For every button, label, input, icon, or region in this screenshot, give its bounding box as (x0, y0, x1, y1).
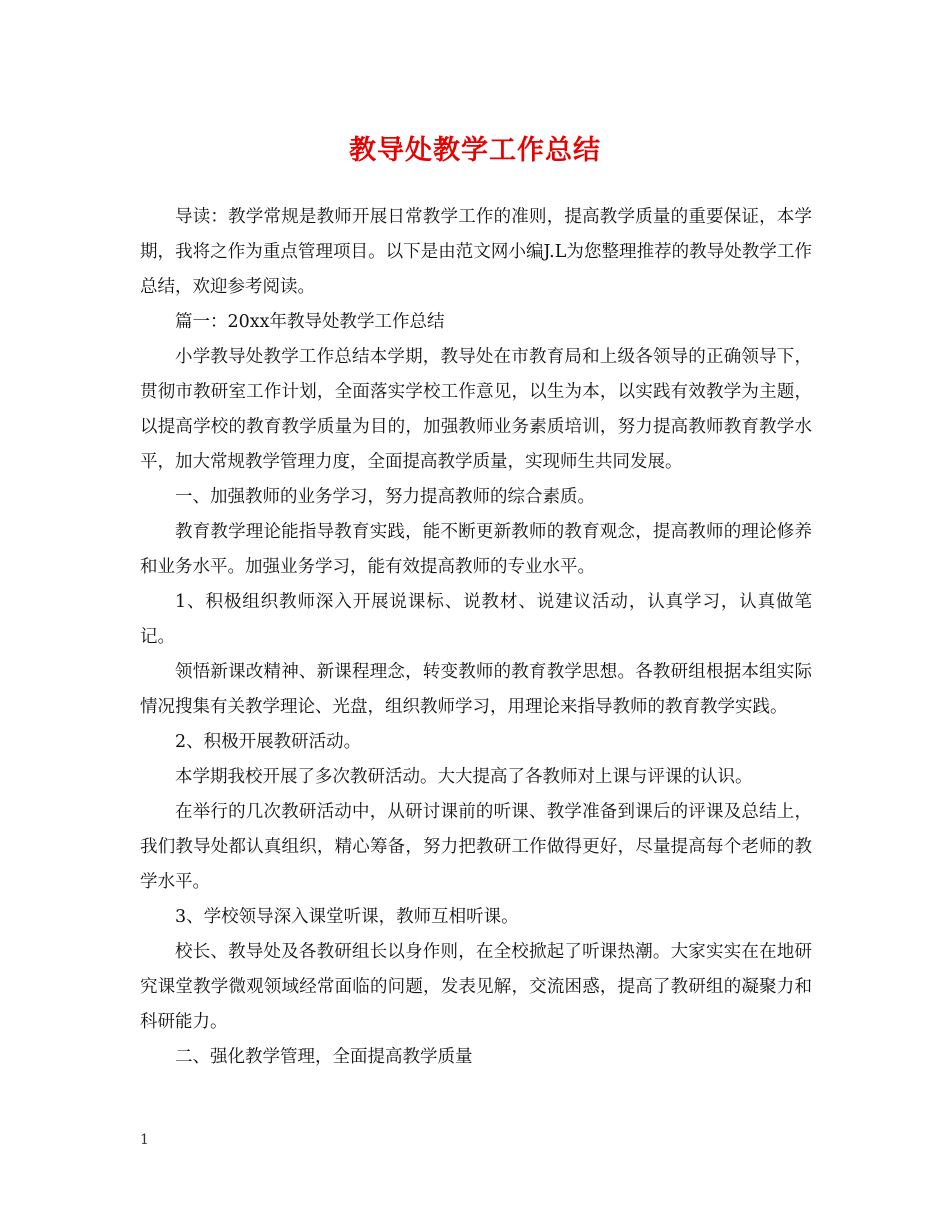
paragraph: 本学期我校开展了多次教研活动。大大提高了各教师对上课与评课的认识。 (175, 767, 753, 787)
paragraph: 2、积极开展教研活动。 (175, 732, 362, 752)
paragraph: 3、学校领导深入课堂听课，教师互相听课。 (175, 907, 519, 927)
document-body (140, 200, 812, 1075)
paragraph: 领悟新课改精神、新课程理念，转变教师的教育教学思想。各教研组根据本组实际情况搜集有关教学理论、光盘，组织教师学习，用理论来指导教师的教育教学实践。 (140, 662, 812, 717)
paragraph: 1、积极组织教师深入开展说课标、说教材、说建议活动，认真学习，认真做笔记。 (140, 592, 812, 647)
section-heading: 一、加强教师的业务学习，努力提高教师的综合素质。 (175, 487, 595, 507)
paragraph: 教育教学理论能指导教育实践，能不断更新教师的教育观念，提高教师的理论修养和业务水平。加强业务学习，能有效提高教师的专业水平。 (140, 522, 812, 577)
paragraph-intro: 导读：教学常规是教师开展日常教学工作的准则，提高教学质量的重要保证，本学期，我将之作为重点管理项目。以下是由范文网小编J.L为您整理推荐的教导处教学工作总结，欢迎参考阅读。 (140, 207, 812, 297)
paragraph: 小学教导处教学工作总结本学期，教导处在市教育局和上级各领导的正确领导下，贯彻市教研室工作计划，全面落实学校工作意见，以生为本，以实践有效教学为主题，以提高学校的教育教学质量为目的，加强教师业务素质培训，努力提高教师教育教学水平，加大常规教学管理力度，全面提高教学质量，实现师生共同发展。 (140, 347, 812, 472)
section-heading: 二、强化教学管理，全面提高教学质量 (175, 1047, 473, 1067)
paragraph-part-one-heading: 篇一：20xx年教导处教学工作总结 (175, 312, 445, 332)
paragraph: 在举行的几次教研活动中，从研讨课前的听课、教学准备到课后的评课及总结上，我们教导处都认真组织，精心筹备，努力把教研工作做得更好，尽量提高每个老师的教学水平。 (140, 802, 812, 892)
page-number: 1 (140, 1132, 149, 1148)
document-title: 教导处教学工作总结 (349, 135, 601, 166)
paragraph: 校长、教导处及各教研组长以身作则，在全校掀起了听课热潮。大家实实在在地研究课堂教学微观领域经常面临的问题，发表见解，交流困惑，提高了教研组的凝聚力和科研能力。 (140, 942, 812, 1032)
